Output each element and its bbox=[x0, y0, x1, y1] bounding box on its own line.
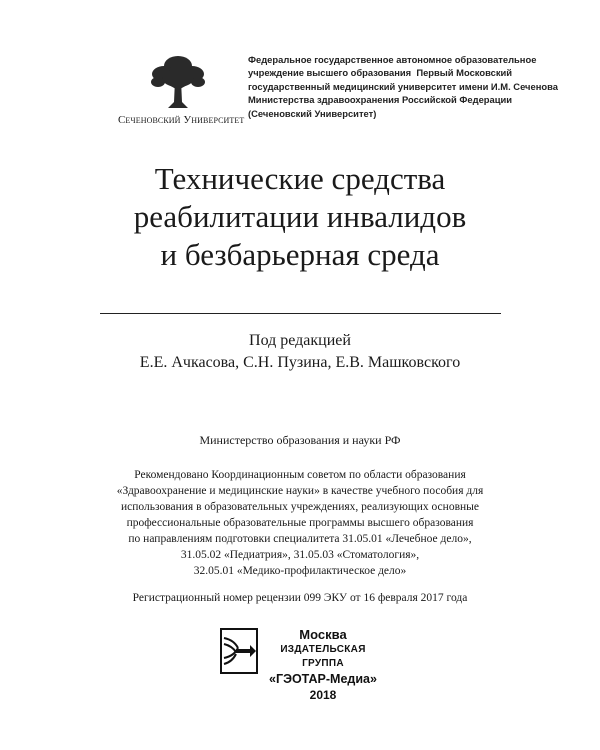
book-title bbox=[60, 160, 540, 274]
title-divider bbox=[100, 313, 501, 314]
recommendation-line: по направлениям подготовки специалитета 31.05.01 «Лечебное дело», bbox=[128, 533, 472, 545]
editors-block bbox=[60, 330, 540, 374]
geotar-logo-icon bbox=[220, 628, 258, 674]
book-title-line: реабилитации инвалидов bbox=[133, 199, 467, 234]
publisher-block bbox=[258, 626, 388, 703]
university-info-line: государственный медицинский университет имени И.М. Сеченова bbox=[248, 80, 558, 92]
editors-intro: Под редакцией bbox=[249, 332, 351, 349]
university-name: Сеченовский Университет bbox=[118, 114, 245, 126]
recommendation-line: 32.05.01 «Медико-профилактическое дело» bbox=[193, 565, 407, 577]
registration-number: Регистрационный номер рецензии 099 ЭКУ от 16 февраля 2017 года bbox=[132, 592, 468, 604]
publisher-name: «ГЭОТАР-Медиа» bbox=[269, 672, 377, 686]
university-info-line: учреждение высшего образования Первый Московский bbox=[248, 67, 513, 79]
oak-tree-icon bbox=[150, 52, 206, 110]
publisher-group: ИЗДАТЕЛЬСКАЯ ГРУППА bbox=[280, 644, 366, 669]
recommendation-line: 31.05.02 «Педиатрия», 31.05.03 «Стоматология», bbox=[180, 549, 420, 561]
publisher-city: Москва bbox=[299, 627, 347, 642]
publisher-logo bbox=[220, 628, 258, 679]
ministry-line: Министерство образования и науки РФ bbox=[199, 433, 401, 447]
recommendation-line: профессиональные образовательные программы высшего образования bbox=[126, 517, 474, 529]
book-title-line: и безбарьерная среда bbox=[160, 237, 440, 272]
recommendation-line: «Здравоохранение и медицинские науки» в качестве учебного пособия для bbox=[116, 485, 484, 497]
recommendation-line: Рекомендовано Координационным советом по области образования bbox=[134, 469, 466, 481]
recommendation-text bbox=[60, 467, 540, 579]
publication-year: 2018 bbox=[309, 688, 337, 702]
university-info-line: Министерства здравоохранения Российской Федерации bbox=[248, 94, 513, 106]
editors-names: Е.Е. Ачкасова, С.Н. Пузина, Е.В. Машковского bbox=[139, 354, 461, 371]
university-logo bbox=[118, 52, 245, 126]
university-info-line: (Сеченовский Университет) bbox=[248, 107, 377, 119]
university-info bbox=[248, 53, 558, 120]
university-info-line: Федеральное государственное автономное образовательное bbox=[248, 54, 537, 65]
book-title-line: Технические средства bbox=[154, 161, 446, 196]
recommendation-line: использования в образовательных учреждениях, реализующих основные bbox=[121, 501, 479, 513]
